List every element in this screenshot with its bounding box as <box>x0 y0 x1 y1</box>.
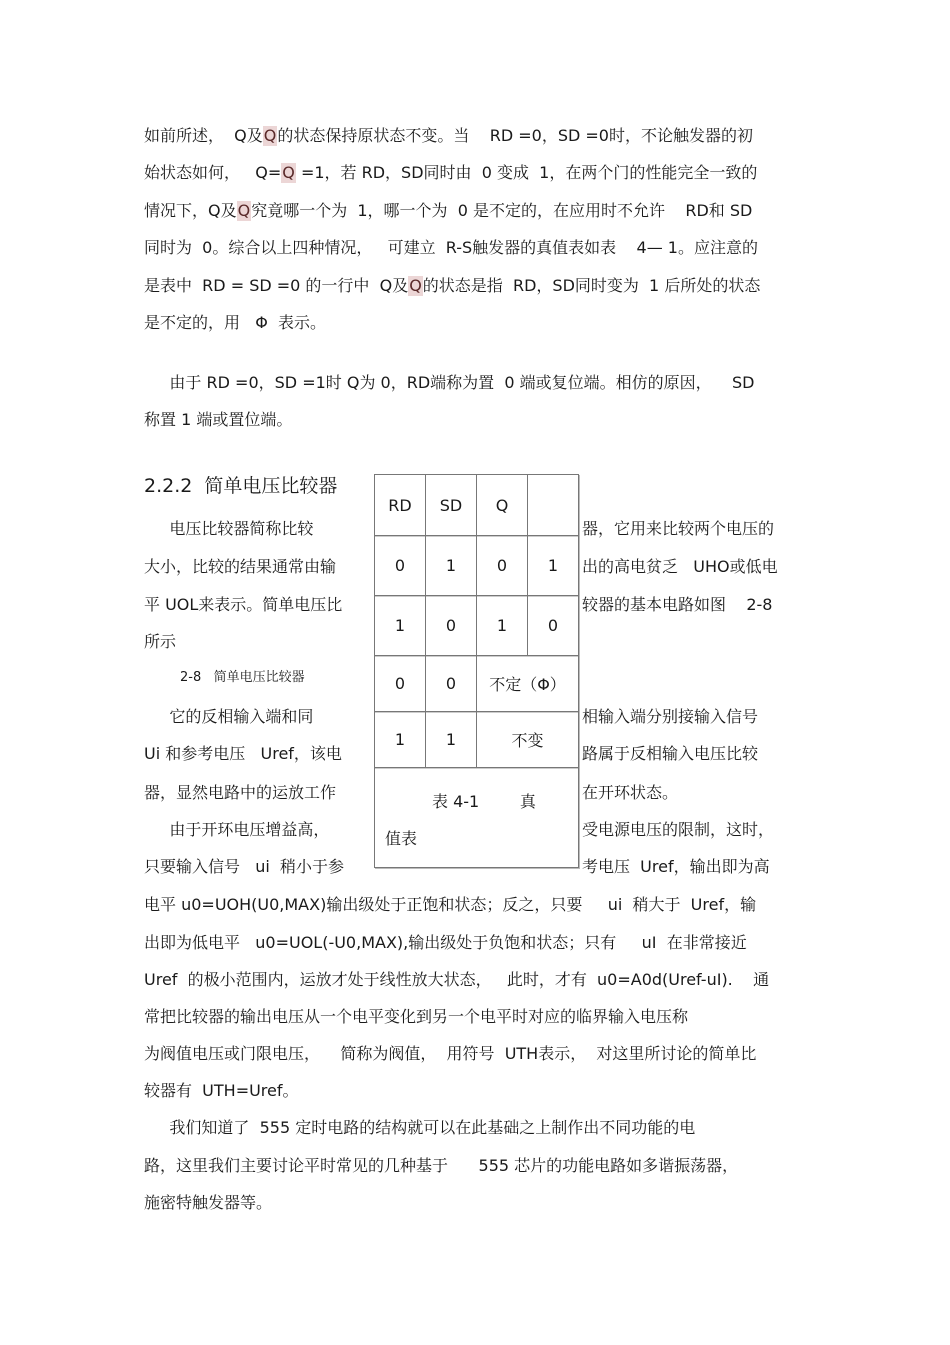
figure-caption: 2-8 简单电压比较器 <box>180 670 305 685</box>
para3-line: Uref 的极小范围内，运放才处于线性放大状态， 此时，才有 u0=A0d(Uref-uI). 通 <box>144 970 770 989</box>
q-bar-symbol: Q <box>263 126 277 145</box>
table-cell-merged: 不定（Φ） <box>489 674 566 694</box>
para1-line2: 始状态如何， Q=Q =1，若 RD，SD同时由 0 变成 1，在两个门的性能完全一致的 <box>144 163 758 182</box>
left-col-line: 电压比较器简称比较 <box>144 519 314 538</box>
header-cell-rd: RD <box>375 475 426 535</box>
para3-line: 为阀值电压或门限电压， 简称为阀值， 用符号 UTH表示， 对这里所讨论的简单比 <box>144 1044 757 1063</box>
para4-line: 路，这里我们主要讨论平时常见的几种基于 555 芯片的功能电路如多谐振荡器， <box>144 1156 739 1175</box>
left-col-line: 由于开环电压增益高， <box>144 820 330 839</box>
para4-line: 施密特触发器等。 <box>144 1193 273 1212</box>
table-header-row <box>375 475 578 536</box>
para1-line4: 同时为 0。综合以上四种情况， 可建立 R-S触发器的真值表如表 4— 1。应注意的 <box>144 238 758 257</box>
table-cell-merged: 不变 <box>511 730 544 750</box>
right-col-line: 受电源电压的限制，这时， <box>582 820 775 839</box>
table-cell: 0 <box>477 535 528 595</box>
right-col-line: 路属于反相输入电压比较 <box>582 744 759 763</box>
right-col-line: 相输入端分别接输入信号 <box>582 707 759 726</box>
q-bar-symbol: Q <box>282 163 295 182</box>
table-caption-line2: 值表 <box>385 829 418 848</box>
table-cell: 1 <box>426 711 477 767</box>
para3-line: 电平 u0=UOH(U0,MAX)输出级处于正饱和状态；反之，只要 ui 稍大于 Uref，输 <box>144 895 757 914</box>
right-col-line: 较器的基本电路如图 2-8 <box>582 595 773 614</box>
table-cell: 1 <box>375 595 426 655</box>
para3-line: 较器有 UTH=Uref。 <box>144 1081 299 1100</box>
table-cell: 0 <box>426 595 477 655</box>
header-cell-q: Q <box>477 475 528 535</box>
para1-line1: 如前所述， Q及Q的状态保持原状态不变。当 RD =0，SD =0时，不论触发器的初 <box>144 126 753 145</box>
para3-line: 出即为低电平 u0=UOL(-U0,MAX),输出级处于负饱和状态；只有 uI 在非常接近 <box>144 933 747 952</box>
q-bar-symbol: Q <box>237 201 251 220</box>
para1-line3: 情况下，Q及Q究竟哪一个为 1，哪一个为 0 是不定的，在应用时不允许 RD和 SD <box>144 201 753 220</box>
table-cell: 0 <box>547 615 559 635</box>
header-cell-sd: SD <box>426 475 477 535</box>
right-col-line: 在开环状态。 <box>582 783 679 802</box>
table-cell: 1 <box>426 535 477 595</box>
q-bar-symbol: Q <box>409 276 422 295</box>
section-heading: 2.2.2 简单电压比较器 <box>144 475 338 497</box>
table-caption <box>375 767 578 867</box>
para1-line6: 是不定的，用 Φ 表示。 <box>144 313 327 332</box>
table-cell: 0 <box>426 655 477 711</box>
table-cell: 1 <box>547 555 559 575</box>
table-cell: 0 <box>375 535 426 595</box>
para3-line: 常把比较器的输出电压从一个电平变化到另一个电平时对应的临界输入电压称 <box>144 1007 689 1026</box>
left-col-line: 器，显然电路中的运放工作 <box>144 783 337 802</box>
right-col-line: 考电压 Uref，输出即为高 <box>582 857 770 876</box>
rs-truth-table <box>374 474 579 868</box>
para1-line5: 是表中 RD = SD =0 的一行中 Q及Q的状态是指 RD，SD同时变为 1 后所处的状态 <box>144 276 761 295</box>
table-row <box>375 711 578 768</box>
table-cell: 0 <box>375 655 426 711</box>
left-col-line: 大小，比较的结果通常由输 <box>144 557 337 576</box>
right-col-line: 器，它用来比较两个电压的 <box>582 519 775 538</box>
table-row <box>375 655 578 712</box>
para2-line2: 称置 1 端或置位端。 <box>144 410 293 429</box>
table-row <box>375 595 578 656</box>
right-col-line: 出的高电贫乏 UHO或低电 <box>582 557 778 576</box>
left-col-line: Ui 和参考电压 Uref，该电 <box>144 744 342 763</box>
para2-line1: 由于 RD =0，SD =1时 Q为 0，RD端称为置 0 端或复位端。相仿的原因， SD <box>144 373 755 392</box>
left-col-line: 它的反相输入端和同 <box>144 707 314 726</box>
para4-line: 我们知道了 555 定时电路的结构就可以在此基础之上制作出不同功能的电 <box>144 1118 696 1137</box>
left-col-line: 平 UOL来表示。简单电压比 <box>144 595 343 614</box>
table-cell: 1 <box>375 711 426 767</box>
left-col-line: 所示 <box>144 632 177 651</box>
table-cell: 1 <box>477 595 528 655</box>
table-row <box>375 535 578 596</box>
left-col-line: 只要输入信号 ui 稍小于参 <box>144 857 345 876</box>
table-caption-line1: 表 4-1 真 <box>432 792 536 811</box>
header-cell-qbar <box>528 475 578 535</box>
